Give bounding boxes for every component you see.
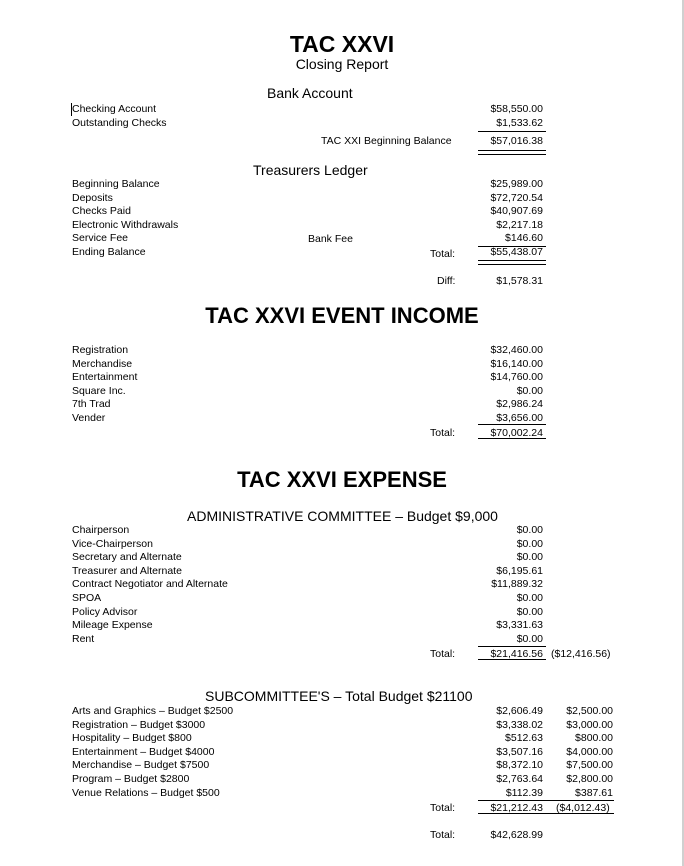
income-total-label: Total: <box>430 427 456 439</box>
income-amount: $14,760.00 <box>490 371 543 384</box>
ledger-label: Deposits <box>72 191 113 204</box>
admin-label: Vice-Chairperson <box>72 537 153 550</box>
ledger-total-label: Total: <box>430 248 456 260</box>
income-label: 7th Trad <box>72 398 111 411</box>
sub-budget-amount: $3,000.00 <box>566 718 613 731</box>
ledger-total-rule <box>478 260 546 265</box>
sub-label: Arts and Graphics – Budget $2500 <box>72 705 234 717</box>
sub-budget-amount: $7,500.00 <box>566 759 613 772</box>
income-labels <box>72 344 137 426</box>
sub-spent-amount: $8,372.10 <box>496 759 543 772</box>
income-amount: $2,986.24 <box>496 398 543 411</box>
ledger-amount: $25,989.00 <box>490 178 543 190</box>
sub-budget-amount: $800.00 <box>575 732 613 745</box>
admin-label: Treasurer and Alternate <box>72 564 182 577</box>
admin-label: Mileage Expense <box>72 619 153 632</box>
sub-total-rule <box>478 813 614 814</box>
bank-amounts <box>470 103 543 130</box>
sub-total-label: Total: <box>430 802 456 814</box>
sub-spent-amount: $3,338.02 <box>496 718 543 731</box>
ledger-labels <box>72 178 178 260</box>
bank-amount: $58,550.00 <box>490 103 543 115</box>
sub-label: Program – Budget $2800 <box>72 772 190 785</box>
ledger-label: Ending Balance <box>72 245 146 258</box>
admin-total-rule <box>478 659 546 660</box>
income-total-rule <box>478 438 546 439</box>
bank-fee-label: Bank Fee <box>308 233 353 245</box>
income-label: Vender <box>72 411 106 424</box>
sub-label: Registration – Budget $3000 <box>72 718 206 731</box>
admin-label: SPOA <box>72 591 102 604</box>
income-label: Registration <box>72 344 129 356</box>
grand-total-amount: $42,628.99 <box>490 829 543 841</box>
admin-committee-heading: ADMINISTRATIVE COMMITTEE – Budget $9,000 <box>187 508 498 524</box>
subcommittee-heading: SUBCOMMITTEE'S – Total Budget $21100 <box>205 688 473 704</box>
beginning-balance-label: TAC XXI Beginning Balance <box>321 135 452 147</box>
ledger-label: Beginning Balance <box>72 178 160 190</box>
admin-subtotal-rule <box>478 646 546 647</box>
admin-variance: ($12,416.56) <box>551 648 611 660</box>
sub-total-amount: $21,212.43 <box>490 802 543 814</box>
sub-budget-amount: $4,000.00 <box>566 745 613 758</box>
sub-budget-amount: $2,500.00 <box>566 705 613 717</box>
diff-label: Diff: <box>437 275 456 287</box>
admin-total-label: Total: <box>430 648 456 660</box>
ledger-heading: Treasurers Ledger <box>253 162 368 178</box>
income-heading: TAC XXVI EVENT INCOME <box>205 303 479 328</box>
bank-label: Checking Account <box>72 103 157 115</box>
bank-labels <box>72 103 167 130</box>
sub-budget-amounts <box>545 705 613 800</box>
bank-total-rule <box>478 150 546 155</box>
income-subtotal-rule <box>478 424 546 425</box>
sub-label: Merchandise – Budget $7500 <box>72 759 210 772</box>
admin-amount: $0.00 <box>516 632 543 645</box>
income-amount: $0.00 <box>516 384 543 397</box>
admin-label: Contract Negotiator and Alternate <box>72 578 228 591</box>
expense-heading: TAC XXVI EXPENSE <box>237 467 447 492</box>
sub-spent-amount: $512.63 <box>505 732 543 745</box>
sub-spent-amount: $3,507.16 <box>496 745 543 758</box>
admin-label: Secretary and Alternate <box>72 551 182 564</box>
income-amounts <box>470 344 543 426</box>
bank-heading: Bank Account <box>267 85 353 101</box>
admin-amount: $0.00 <box>516 591 543 604</box>
sub-label: Hospitality – Budget $800 <box>72 732 192 745</box>
ledger-label: Checks Paid <box>72 205 131 218</box>
income-label: Square Inc. <box>72 384 126 397</box>
admin-total-amount: $21,416.56 <box>490 648 543 660</box>
admin-amount: $0.00 <box>516 605 543 618</box>
sub-spent-amounts <box>470 705 543 800</box>
sub-budget-amount: $2,800.00 <box>566 772 613 785</box>
bank-label: Outstanding Checks <box>72 116 167 129</box>
sub-spent-amount: $2,606.49 <box>496 705 543 717</box>
bank-amount: $1,533.62 <box>496 116 543 129</box>
sub-budget-amount: $387.61 <box>575 786 613 799</box>
ledger-amount: $72,720.54 <box>490 191 543 204</box>
admin-amount: $6,195.61 <box>496 564 543 577</box>
admin-label: Policy Advisor <box>72 605 138 618</box>
sub-label: Venue Relations – Budget $500 <box>72 786 220 799</box>
admin-labels <box>72 524 228 646</box>
beginning-balance-amount: $57,016.38 <box>490 135 543 147</box>
income-amount: $32,460.00 <box>490 344 543 356</box>
income-amount: $16,140.00 <box>490 357 543 370</box>
ledger-label: Electronic Withdrawals <box>72 218 179 231</box>
sub-labels <box>72 705 233 800</box>
diff-amount: $1,578.31 <box>496 275 543 287</box>
sub-subtotal-rule <box>478 800 614 801</box>
income-label: Merchandise <box>72 357 133 370</box>
bank-subtotal-rule <box>478 131 546 132</box>
sub-label: Entertainment – Budget $4000 <box>72 745 215 758</box>
report-title: TAC XXVI <box>289 31 395 57</box>
admin-amount: $0.00 <box>516 537 543 550</box>
admin-amounts <box>470 524 543 646</box>
ledger-amounts <box>470 178 543 260</box>
ledger-amount: $55,438.07 <box>490 245 543 258</box>
sub-variance: ($4,012.43) <box>556 802 610 814</box>
sub-spent-amount: $2,763.64 <box>496 772 543 785</box>
ledger-subtotal-rule <box>478 246 546 247</box>
income-amount: $3,656.00 <box>496 411 543 424</box>
ledger-amount: $2,217.18 <box>496 218 543 231</box>
admin-amount: $11,889.32 <box>491 578 543 591</box>
admin-amount: $3,331.63 <box>496 619 543 632</box>
admin-label: Chairperson <box>72 524 130 536</box>
report-subtitle: Closing Report <box>295 56 389 72</box>
ledger-amount: $146.60 <box>505 232 543 245</box>
grand-total-label: Total: <box>430 829 456 841</box>
admin-amount: $0.00 <box>516 524 543 536</box>
ledger-label: Service Fee <box>72 232 129 245</box>
income-total-amount: $70,002.24 <box>490 427 543 439</box>
income-label: Entertainment <box>72 371 138 384</box>
admin-amount: $0.00 <box>516 551 543 564</box>
ledger-amount: $40,907.69 <box>490 205 543 218</box>
sub-spent-amount: $112.39 <box>505 786 543 799</box>
admin-label: Rent <box>72 632 95 645</box>
